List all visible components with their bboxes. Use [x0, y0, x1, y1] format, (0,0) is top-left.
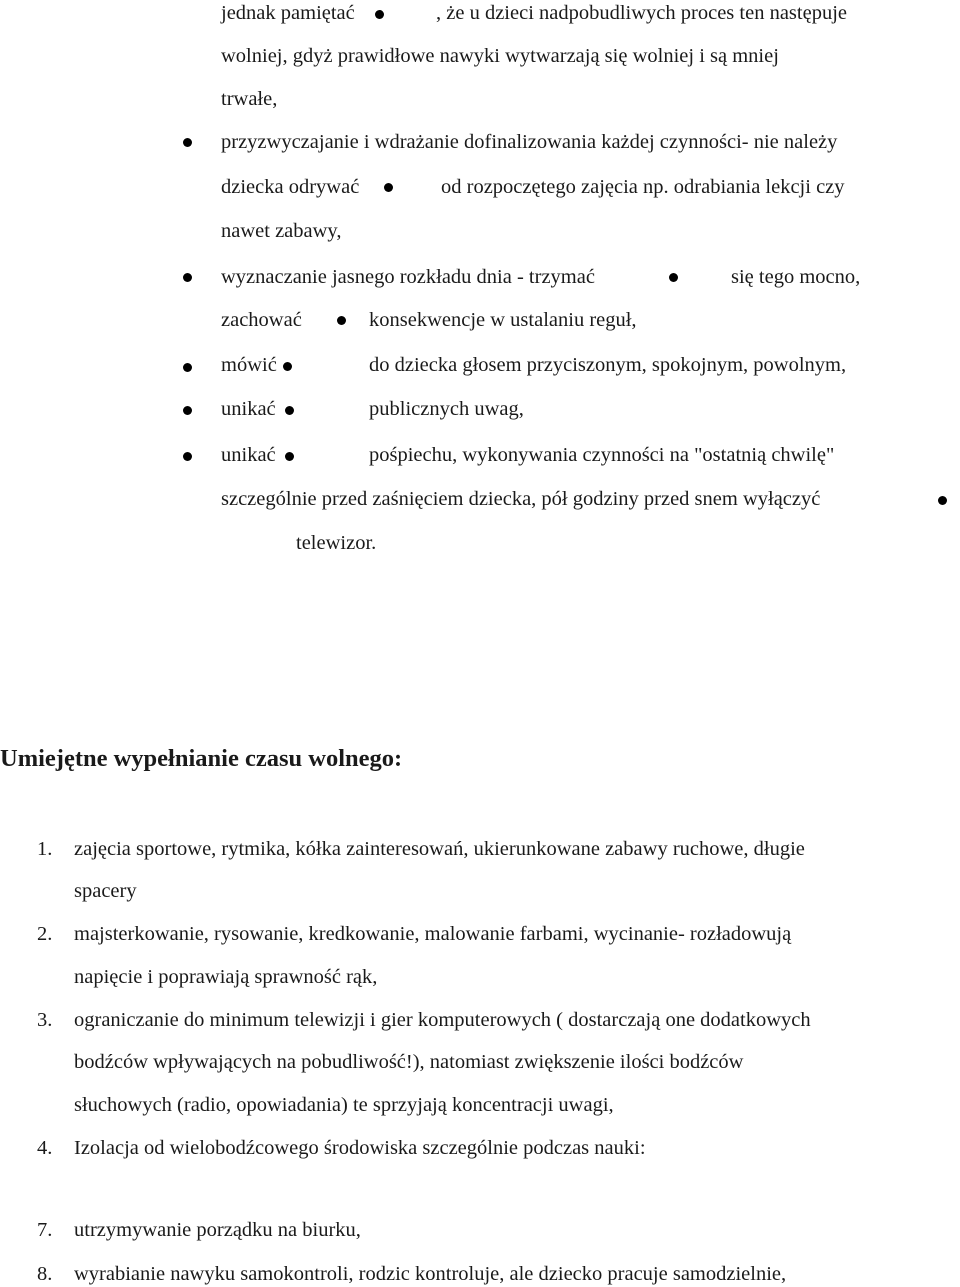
bullet-2-line-1b: się tego mocno,: [731, 266, 861, 288]
list-item-2-line-2: napięcie i poprawiają sprawność rąk,: [74, 966, 378, 988]
section-heading: Umiejętne wypełnianie czasu wolnego:: [0, 745, 403, 772]
bullet-5-line-3: telewizor.: [296, 532, 377, 554]
bullet-5-text: pośpiechu, wykonywania czynności na "ostatnią chwilę": [369, 444, 835, 466]
bullet-3-verb: mówić: [221, 354, 277, 376]
list-item-3-line-2: bodźców wpływających na pobudliwość!), natomiast zwiększenie ilości bodźców: [74, 1051, 744, 1073]
list-number: 1.: [37, 838, 53, 860]
bullet-dot-icon: [183, 452, 192, 461]
bullet-2-line-2a: zachować: [221, 309, 302, 331]
bullet-dot-icon: [183, 138, 192, 147]
bullet-3-text: do dziecka głosem przyciszonym, spokojnym, powolnym,: [369, 354, 847, 376]
bullet-dot-icon: [285, 406, 294, 415]
list-item-4-line-1: Izolacja od wielobodźcowego środowiska szczególnie podczas nauki:: [74, 1137, 646, 1159]
bullet-dot-icon: [183, 363, 192, 372]
list-number: 3.: [37, 1009, 53, 1031]
list-number: 4.: [37, 1137, 53, 1159]
bullet-1-line-2b: od rozpoczętego zajęcia np. odrabiania lekcji czy: [441, 176, 845, 198]
bullet-4-text: publicznych uwag,: [369, 398, 524, 420]
bullet-dot-icon: [283, 362, 292, 371]
bullet-1-line-2a: dziecka odrywać: [221, 176, 360, 198]
continuation-line-1a: jednak pamiętać: [221, 2, 355, 24]
bullet-dot-icon: [183, 273, 192, 282]
bullet-5-line-2: szczególnie przed zaśnięciem dziecka, pół godziny przed snem wyłączyć: [221, 488, 821, 510]
bullet-dot-icon: [669, 273, 678, 282]
bullet-dot-icon: [384, 183, 393, 192]
list-item-3-line-3: słuchowych (radio, opowiadania) te sprzyjają koncentracji uwagi,: [74, 1094, 614, 1116]
bullet-dot-icon: [375, 10, 384, 19]
bullet-dot-icon: [183, 406, 192, 415]
bullet-5-verb: unikać: [221, 444, 276, 466]
list-item-1-line-1: zajęcia sportowe, rytmika, kółka zainteresowań, ukierunkowane zabawy ruchowe, długie: [74, 838, 805, 860]
list-number: 8.: [37, 1263, 53, 1285]
list-number: 7.: [37, 1219, 53, 1241]
continuation-line-1b: , że u dzieci nadpobudliwych proces ten następuje: [436, 2, 847, 24]
bullet-2-line-1a: wyznaczanie jasnego rozkładu dnia - trzymać: [221, 266, 595, 288]
continuation-line-3: trwałe,: [221, 88, 278, 110]
list-item-2-line-1: majsterkowanie, rysowanie, kredkowanie, malowanie farbami, wycinanie- rozładowują: [74, 923, 792, 945]
bullet-dot-icon: [337, 316, 346, 325]
list-item-1-line-2: spacery: [74, 880, 137, 902]
bullet-1-line-1: przyzwyczajanie i wdrażanie dofinalizowania każdej czynności- nie należy: [221, 131, 838, 153]
bullet-2-line-2b: konsekwencje w ustalaniu reguł,: [369, 309, 637, 331]
list-number: 2.: [37, 923, 53, 945]
bullet-1-line-3: nawet zabawy,: [221, 220, 342, 242]
list-item-7-line-1: utrzymywanie porządku na biurku,: [74, 1219, 361, 1241]
list-item-3-line-1: ograniczanie do minimum telewizji i gier komputerowych ( dostarczają one dodatkowych: [74, 1009, 811, 1031]
continuation-line-2: wolniej, gdyż prawidłowe nawyki wytwarzają się wolniej i są mniej: [221, 45, 779, 67]
list-item-8-line-1: wyrabianie nawyku samokontroli, rodzic kontroluje, ale dziecko pracuje samodzielnie,: [74, 1263, 787, 1285]
bullet-dot-icon: [285, 452, 294, 461]
bullet-4-verb: unikać: [221, 398, 276, 420]
bullet-dot-icon: [938, 496, 947, 505]
